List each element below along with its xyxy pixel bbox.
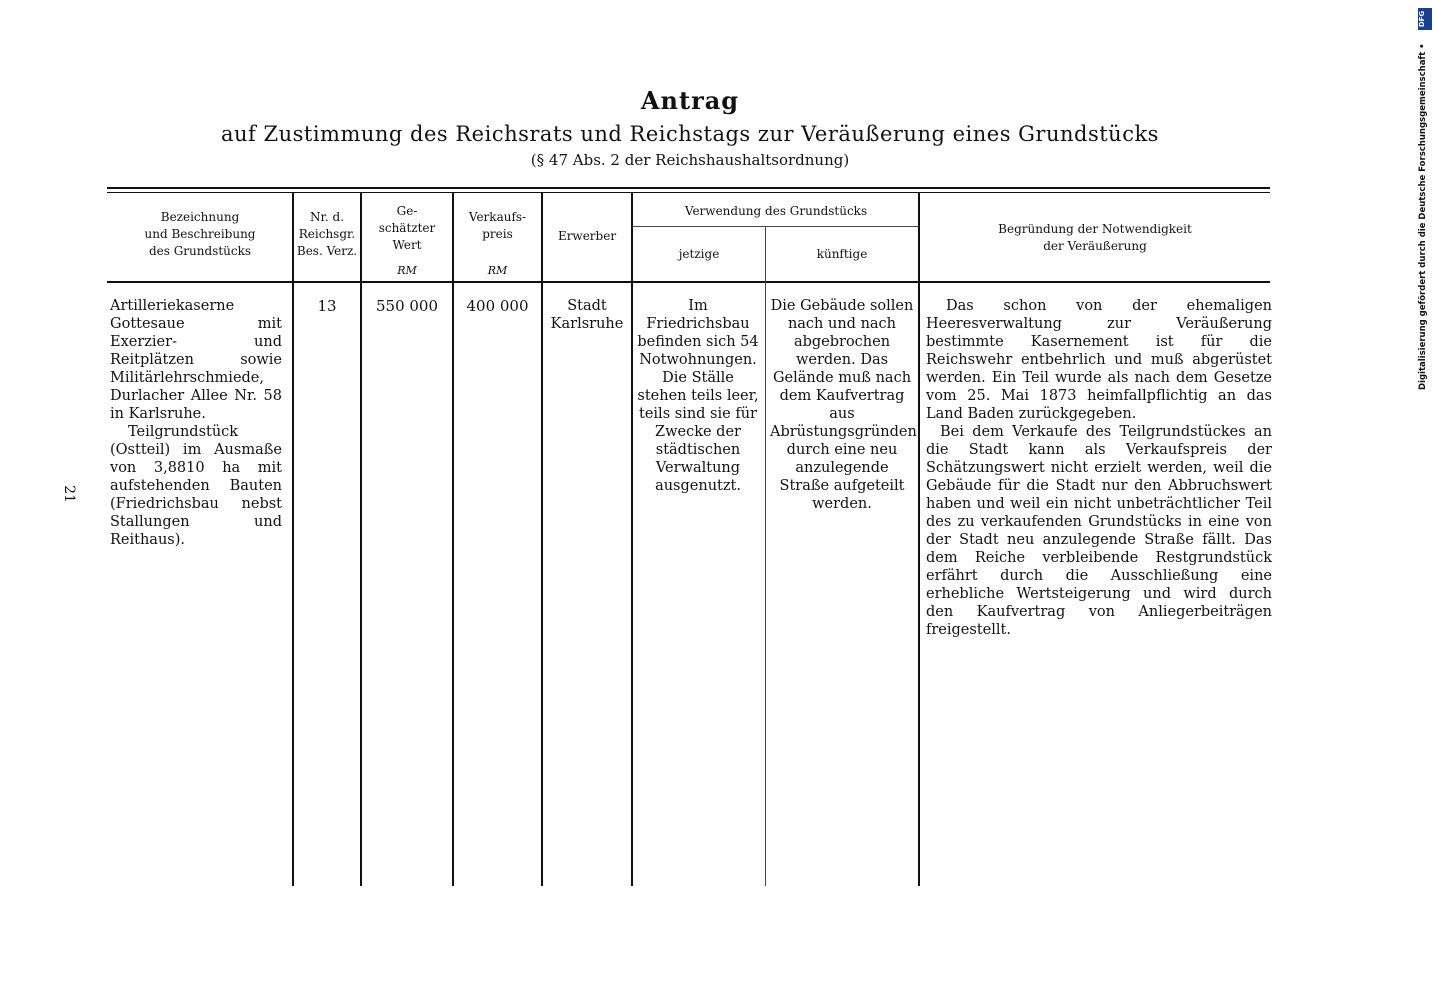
- table-top-rule-thin: [107, 192, 1270, 193]
- bezeichnung-paragraph-2: Teilgrundstück (Ostteil) im Ausmaße von 3,8810 ha mit aufstehenden Bauten (Friedrichsbau nebst Stallungen und Reithaus).: [110, 424, 282, 548]
- verwendung-sub-rule: [633, 226, 919, 227]
- funding-note: Digitalisierung gefördert durch die Deutsche Forschungsgemeinschaft •: [1418, 43, 1428, 390]
- cell-bezeichnung: [110, 297, 282, 549]
- column-divider: [541, 193, 543, 886]
- page-title: Antrag: [640, 86, 740, 115]
- column-divider: [631, 193, 633, 886]
- header-erwerber: Erwerber: [557, 229, 617, 243]
- header-wert: Ge- schätzter Wert: [378, 204, 436, 252]
- table-header-rule: [107, 281, 1270, 283]
- header-preis: Verkaufs- preis: [468, 210, 527, 241]
- dfg-logo-text: DFG: [1418, 10, 1427, 28]
- header-jetzige: jetzige: [678, 247, 720, 261]
- cell-jetzige: Im Friedrichsbau befinden sich 54 Notwohnungen. Die Ställe stehen teils leer, teils sind sie für Zwecke der städtischen Verwaltung ausgenutzt.: [637, 298, 759, 494]
- page-number: 21: [60, 485, 77, 503]
- cell-wert: 550 000: [375, 297, 439, 315]
- begruendung-paragraph-2: Bei dem Verkaufe des Teilgrundstückes an die Stadt kann als Verkaufspreis der Schätzungswert nicht erzielt werden, weil die Gebäude für die Stadt nur den Abbruchswert haben und weil ein nicht unbeträchtlicher Teil des zu verkaufenden Grundstücks in eine von der Stadt neu anzulegende Straße fällt. Das dem Reiche verbleibende Restgrundstück erfährt durch die Ausschließung eine erhebliche Wertsteigerung und wird durch den Kaufvertrag von Anliegerbeiträgen freigestellt.: [926, 424, 1272, 638]
- legal-reference: (§ 47 Abs. 2 der Reichshaushaltsordnung): [530, 151, 850, 169]
- header-nr: Nr. d. Reichsgr. Bes. Verz.: [296, 210, 358, 258]
- cell-begruendung: [926, 297, 1272, 639]
- header-preis-unit: RM: [487, 264, 508, 277]
- header-bezeichnung: Bezeichnung und Beschreibung des Grundstücks: [144, 210, 256, 258]
- cell-kuenftige: Die Gebäude sollen nach und nach abgebrochen werden. Das Gelände muß nach dem Kaufvertrag aus Abrüstungsgründen durch eine neu anzulegende Straße aufgeteilt werden.: [770, 298, 917, 512]
- header-begruendung: Begründung der Notwendigkeit der Veräußerung: [998, 222, 1192, 253]
- header-kuenftige: künftige: [816, 247, 868, 261]
- header-verwendung: Verwendung des Grundstücks: [684, 204, 868, 218]
- table-top-rule: [107, 187, 1270, 189]
- verwendung-sub-divider: [765, 226, 766, 886]
- page-subtitle: auf Zustimmung des Reichsrats und Reichstags zur Veräußerung eines Grundstücks: [221, 122, 1159, 146]
- begruendung-paragraph-1: Das schon von der ehemaligen Heeresverwaltung zur Veräußerung bestimmte Kasernement ist für die Reichswehr entbehrlich und muß abgerüstet werden. Ein Teil wurde als nach dem Gesetze vom 25. Mai 1873 heimfallpflichtig an das Land Baden zurückgegeben.: [926, 298, 1272, 422]
- header-wert-unit: RM: [397, 264, 417, 277]
- bezeichnung-paragraph-1: Artilleriekaserne Gottesaue mit Exerzier- und Reitplätzen sowie Militärlehrschmiede, Durlacher Allee Nr. 58 in Karlsruhe.: [110, 298, 282, 422]
- cell-nr: 13: [317, 297, 337, 315]
- cell-erwerber: Stadt Karlsruhe: [550, 298, 624, 332]
- cell-preis: 400 000: [466, 297, 529, 315]
- column-divider: [918, 193, 920, 886]
- funding-sidebar: [1417, 10, 1433, 390]
